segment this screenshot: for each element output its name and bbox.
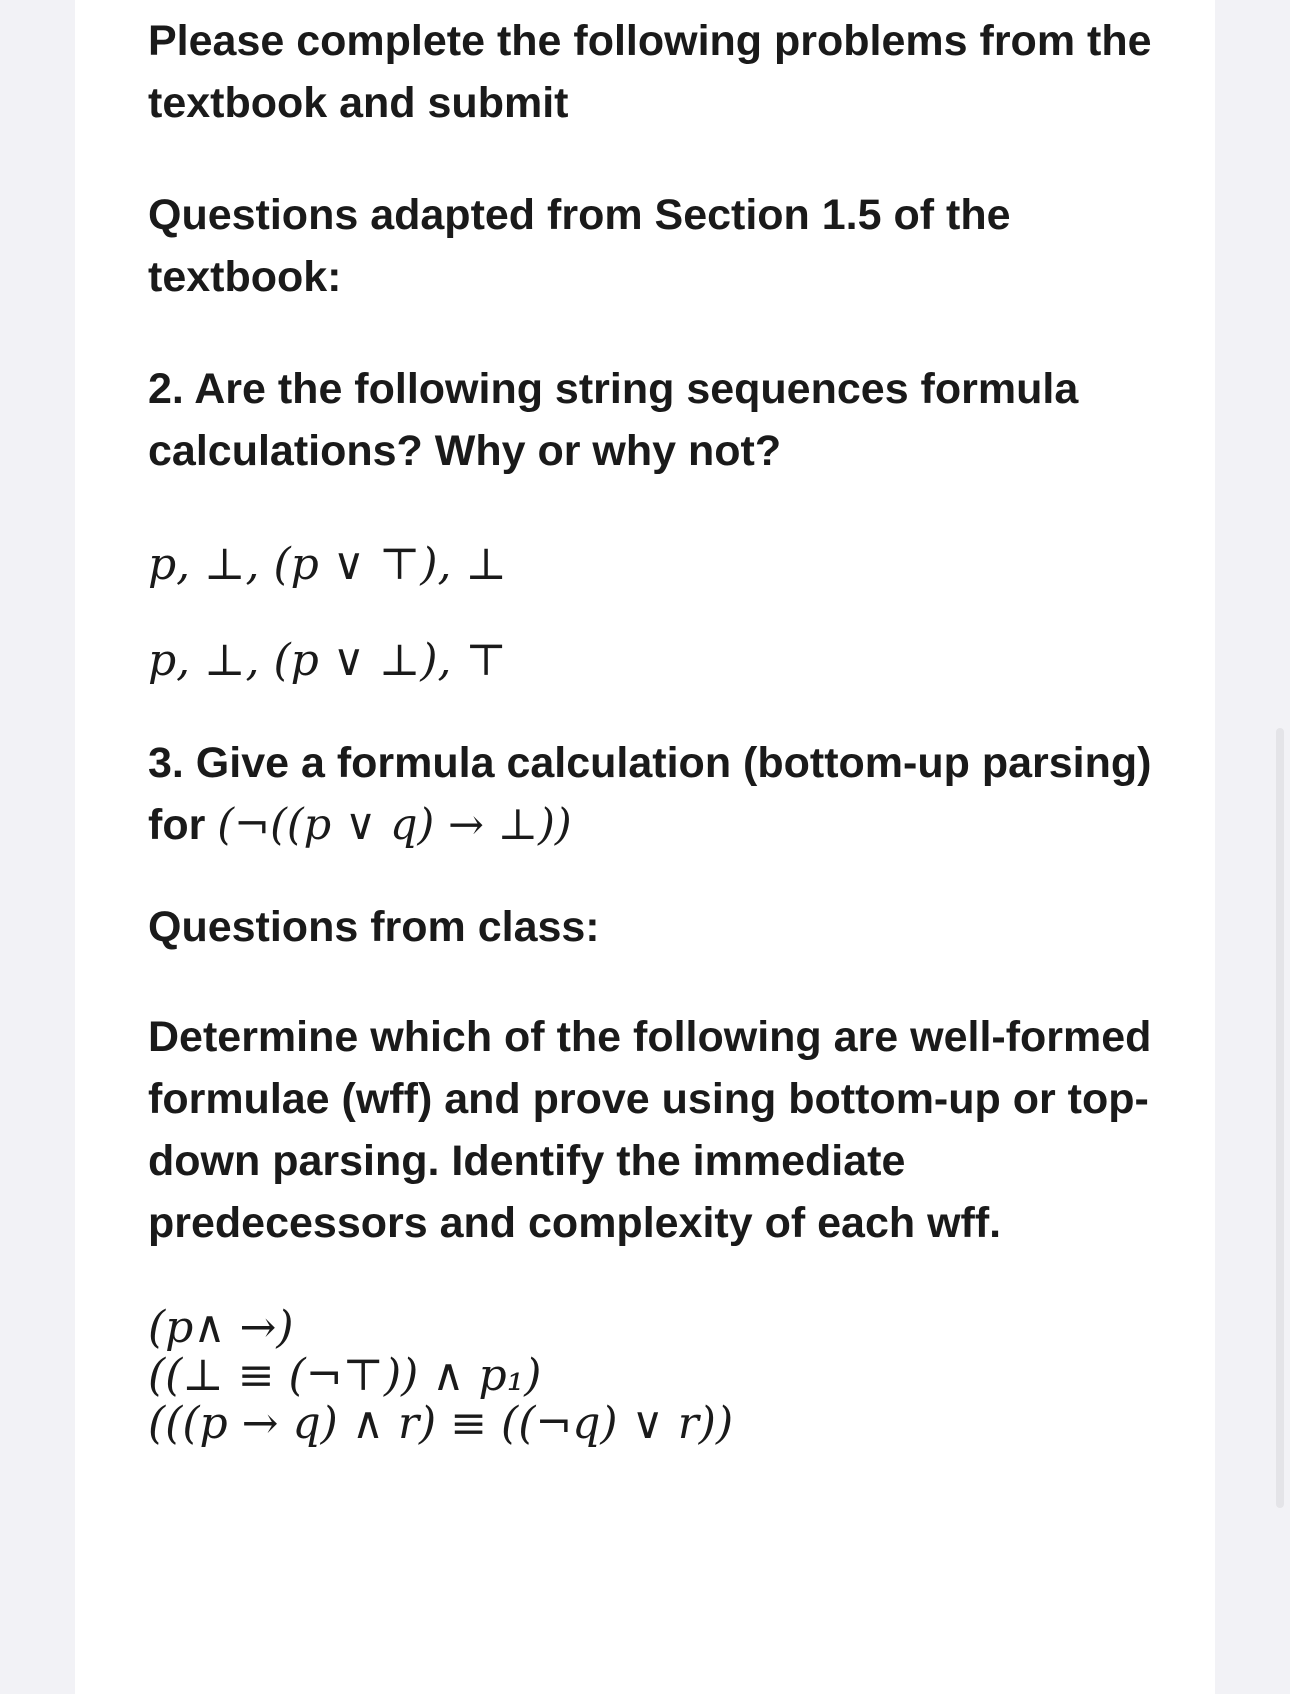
wff-list: [148, 1304, 1188, 1448]
wff-item-3: (((p → q) ∧ r) ≡ ((¬q) ∨ r)): [148, 1398, 734, 1449]
sequence-1: p, ⊥, (p ∨ ⊤), ⊥: [148, 539, 507, 590]
class-heading: Questions from class:: [148, 903, 600, 951]
question-2-text: 2. Are the following string sequences formula calculations? Why or why not?: [148, 365, 1079, 475]
question-3-formula: (¬((p ∨ q) → ⊥)): [217, 800, 572, 850]
wff-item-1: (p∧ →): [148, 1302, 294, 1353]
sequence-2: p, ⊥, (p ∨ ⊥), ⊤: [148, 635, 507, 686]
section-heading: Questions adapted from Section 1.5 of the textbook:: [148, 191, 1011, 301]
document-page: [75, 0, 1215, 1694]
question-3: [148, 732, 1188, 856]
question-3-text: 3. Give a formula calculation (bottom-up parsing) for: [148, 739, 1152, 849]
scrollbar[interactable]: [1276, 728, 1284, 1508]
document-content: [148, 0, 1188, 1448]
wff-prompt: Determine which of the following are well-formed formulae (wff) and prove using bottom-up or top-down parsing. Identify the immediate predecessors and complexity of each wff.: [148, 1013, 1152, 1247]
wff-item-2: ((⊥ ≡ (¬⊤)) ∧ p₁): [148, 1350, 542, 1401]
intro-text: Please complete the following problems from the textbook and submit: [148, 17, 1152, 127]
